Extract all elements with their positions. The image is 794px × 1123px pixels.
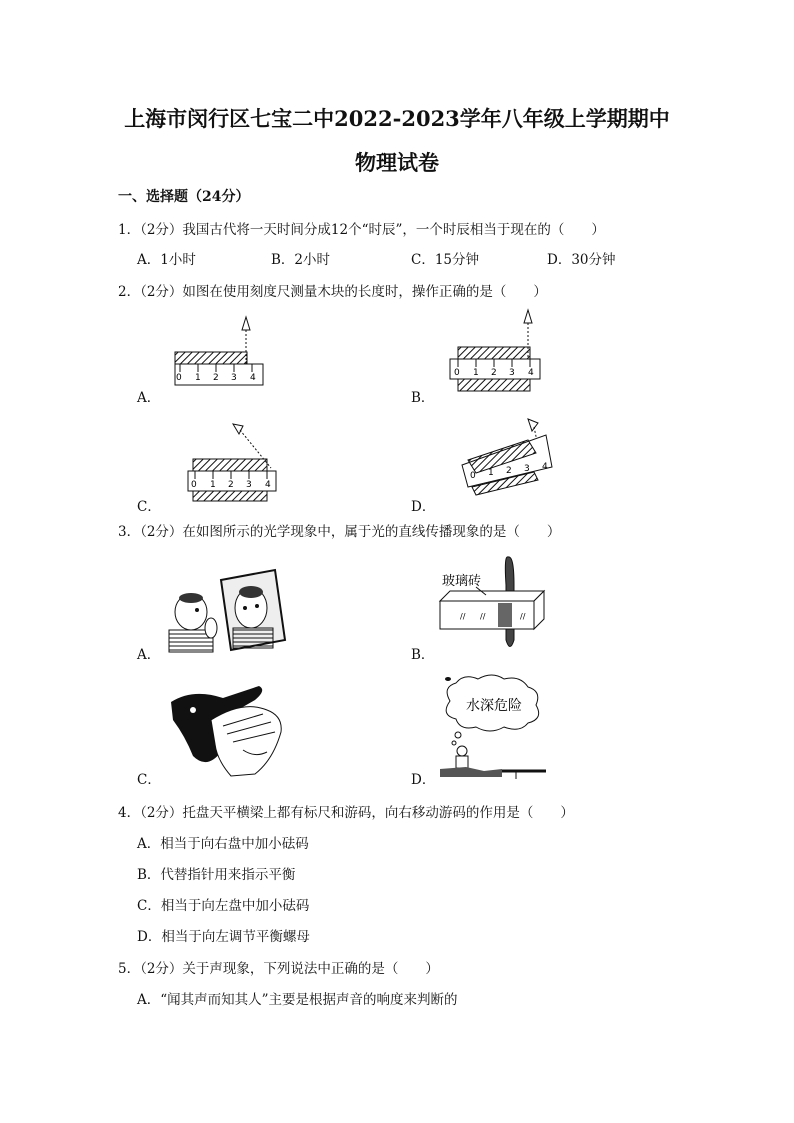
- glass-brick-figure: [436, 555, 551, 655]
- tick-label: 4: [265, 480, 271, 490]
- q2-label-b: B．: [411, 390, 435, 406]
- tick-label: 4: [542, 462, 548, 472]
- q5-option-a: A．“闻其声而知其人”主要是根据声音的响度来判断的: [137, 992, 458, 1008]
- q4-option-b: B．代替指针用来指示平衡: [137, 867, 296, 883]
- tick-label: 2: [506, 466, 512, 476]
- question-2-stem: 2．（2分）如图在使用刻度尺测量木块的长度时，操作正确的是（ ）: [118, 284, 547, 300]
- hand-shadow-figure: [163, 680, 293, 780]
- tick-label: 0: [470, 471, 476, 481]
- tick-label: 3: [231, 373, 237, 383]
- q1-option-c: C．15分钟: [411, 252, 480, 268]
- tick-label: 1: [488, 468, 494, 478]
- svg-text://: //: [520, 612, 526, 621]
- ruler-figure-d: [458, 415, 558, 505]
- question-3-stem: 3．（2分）在如图所示的光学现象中，属于光的直线传播现象的是（ ）: [118, 524, 561, 540]
- q1-option-a: A．1小时: [137, 252, 196, 268]
- question-1-stem: 1．（2分）我国古代将一天时间分成12个“时辰”，一个时辰相当于现在的（ ）: [118, 222, 605, 238]
- q2-label-a: A．: [137, 390, 161, 406]
- q3-label-c: C．: [137, 772, 161, 788]
- tick-label: 1: [195, 373, 201, 383]
- q3-label-d: D．: [411, 772, 436, 788]
- glass-brick-label: 玻璃砖: [442, 574, 482, 589]
- paper-title-line1: 上海市闵行区七宝二中2022-2023学年八年级上学期期中: [124, 106, 670, 131]
- section-heading: 一、选择题（24分）: [118, 189, 250, 205]
- tick-label: 3: [509, 368, 515, 378]
- q4-option-d: D．相当于向左调节平衡螺母: [137, 929, 310, 945]
- question-5-stem: 5．（2分）关于声现象，下列说法中正确的是（ ）: [118, 961, 439, 977]
- q3-label-b: B．: [411, 647, 435, 663]
- q2-label-d: D．: [411, 499, 436, 515]
- tick-label: 3: [524, 464, 530, 474]
- tick-label: 3: [246, 480, 252, 490]
- q4-option-c: C．相当于向左盘中加小砝码: [137, 898, 310, 914]
- ruler-figure-c: [185, 420, 285, 505]
- q1-option-b: B．2小时: [271, 252, 331, 268]
- tick-label: 0: [176, 373, 182, 383]
- q4-option-a: A．相当于向右盘中加小砝码: [137, 836, 309, 852]
- q1-option-d: D．30分钟: [547, 252, 616, 268]
- deep-water-figure: [436, 673, 548, 781]
- ruler-figure-a: [170, 310, 270, 395]
- tick-label: 4: [528, 368, 534, 378]
- warning-bubble-text: 水深危险: [466, 698, 522, 714]
- svg-text://: //: [480, 612, 486, 621]
- mirror-reflection-figure: [163, 560, 288, 655]
- tick-label: 2: [213, 373, 219, 383]
- tick-label: 2: [491, 368, 497, 378]
- q3-label-a: A．: [137, 647, 161, 663]
- svg-text://: //: [460, 612, 466, 621]
- tick-label: 1: [210, 480, 216, 490]
- question-4-stem: 4．（2分）托盘天平横梁上都有标尺和游码，向右移动游码的作用是（ ）: [118, 805, 574, 821]
- tick-label: 2: [228, 480, 234, 490]
- tick-label: 0: [191, 480, 197, 490]
- tick-label: 1: [473, 368, 479, 378]
- tick-label: 0: [454, 368, 460, 378]
- tick-label: 4: [250, 373, 256, 383]
- paper-title-line2: 物理试卷: [355, 150, 439, 175]
- ruler-figure-b: [448, 310, 548, 395]
- q2-label-c: C．: [137, 499, 161, 515]
